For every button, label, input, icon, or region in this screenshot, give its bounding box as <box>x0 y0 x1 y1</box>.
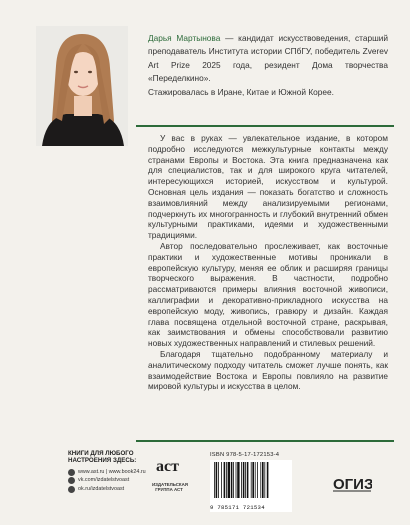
barcode-bar <box>236 462 237 498</box>
bottom-divider <box>136 440 394 442</box>
author-bio-description: — кандидат искусствоведения, старший преподаватель Института истории СПбГУ, победитель Zverev Art Prize 2025 года, резидент Дома творчества «Переделкино». <box>148 33 388 84</box>
footer-link-list <box>68 468 146 494</box>
footer-heading: КНИГИ ДЛЯ ЛЮБОГО НАСТРОЕНИЯ ЗДЕСЬ: <box>68 450 137 465</box>
barcode-bar <box>231 462 233 498</box>
annotation-paragraph-2: Автор последовательно прослеживает, как восточные практики и художественные мотивы проникали в европейскую культуру, меняя ее облик и расширяя границы творческого выражения. В частности, подробно рассматриваются примеры влияния восточной живописи, каллиграфии и декоративно-прикладного искусства на европейскую моду, живопись, гравюру и дизайн. Каждая глава посвящена отдельной восточной стране, раскрывая, как заимствования и обмены способствовали развитию новых художественных направлений и стилевых решений. <box>148 240 388 349</box>
barcode-bar <box>216 462 218 498</box>
barcode-bar <box>255 462 256 498</box>
barcode-bar <box>221 462 222 498</box>
barcode-bar <box>267 462 269 498</box>
publisher-caption: ИЗДАТЕЛЬСКАЯ ГРУППА АСТ <box>152 482 188 492</box>
footer-links-block <box>68 450 146 494</box>
barcode-bar <box>237 462 239 498</box>
author-photo <box>36 26 128 146</box>
barcode-bar <box>260 462 261 498</box>
author-bio <box>148 32 388 99</box>
annotation-paragraph-3: Благодаря тщательно подобранному материалу и аналитическому подходу читатель сможет лучше понять, как взаимодействие Востока и Европы повлияло на развитие мировой культуры и искусства в целом. <box>148 348 388 392</box>
footer-link-website-text: www.ast.ru | www.book24.ru <box>78 468 146 475</box>
barcode-bar <box>247 462 249 498</box>
barcode-bar <box>245 462 246 498</box>
footer-link-website[interactable] <box>68 468 146 477</box>
barcode-bar <box>262 462 264 498</box>
book-annotation <box>148 133 388 392</box>
barcode-bar <box>251 462 252 498</box>
barcode-bar <box>233 462 234 498</box>
footer-link-ok-text: ok.ru/izdatelstvoast <box>78 486 125 492</box>
barcode-digits: 9 785171 721534 <box>210 503 292 512</box>
barcode-bar <box>257 462 258 498</box>
barcode-bar <box>218 462 219 498</box>
footer-link-vk[interactable] <box>68 476 146 485</box>
footer-link-ok[interactable] <box>68 485 146 494</box>
isbn-barcode <box>210 452 292 512</box>
globe-icon <box>68 469 75 476</box>
barcode-bar <box>243 462 245 498</box>
publisher-logo <box>152 455 186 492</box>
author-bio-text <box>148 32 388 86</box>
ok-icon <box>68 486 75 493</box>
author-bio-internships: Стажировалась в Иране, Китае и Южной Корее. <box>148 86 334 97</box>
barcode-bar <box>264 462 265 498</box>
barcode-bar <box>224 462 226 498</box>
ogiz-logo <box>332 470 372 494</box>
ast-logo-icon <box>154 455 184 475</box>
barcode-bar <box>226 462 227 498</box>
ogiz-logo-icon <box>332 470 372 494</box>
ogiz-logo-lettering: ОГИЗ <box>333 476 372 493</box>
author-portrait-image <box>36 26 128 146</box>
vk-icon <box>68 477 75 484</box>
footer-link-vk-text: vk.com/izdatelstvoast <box>78 477 130 484</box>
barcode-bar <box>228 462 230 498</box>
barcode-bars <box>213 462 289 498</box>
barcode-bar <box>214 462 215 498</box>
isbn-number: ISBN 978-5-17-172153-4 <box>210 452 280 458</box>
barcode-bar <box>252 462 254 498</box>
ast-logo-lettering: аст <box>156 458 179 475</box>
barcode-image <box>210 460 292 503</box>
author-name: Дарья Мартынова <box>148 33 221 43</box>
top-divider <box>136 125 394 127</box>
annotation-paragraph-1: У вас в руках — увлекательное издание, в котором подробно исследуются межкультурные контакты между странами Европы и Востока. Эта книга предназначена как для специалистов, так и для широкого круга читателей, интересующихся историей, искусством и культурой. Основная цель издания — показать богатство и сложность взаимовлияний между анализируемыми регионами, подчеркнуть их многогранность и глубокий внутренний обмен культурными практиками, идеями и художественными традициями. <box>148 133 388 241</box>
barcode-bar <box>241 462 242 498</box>
